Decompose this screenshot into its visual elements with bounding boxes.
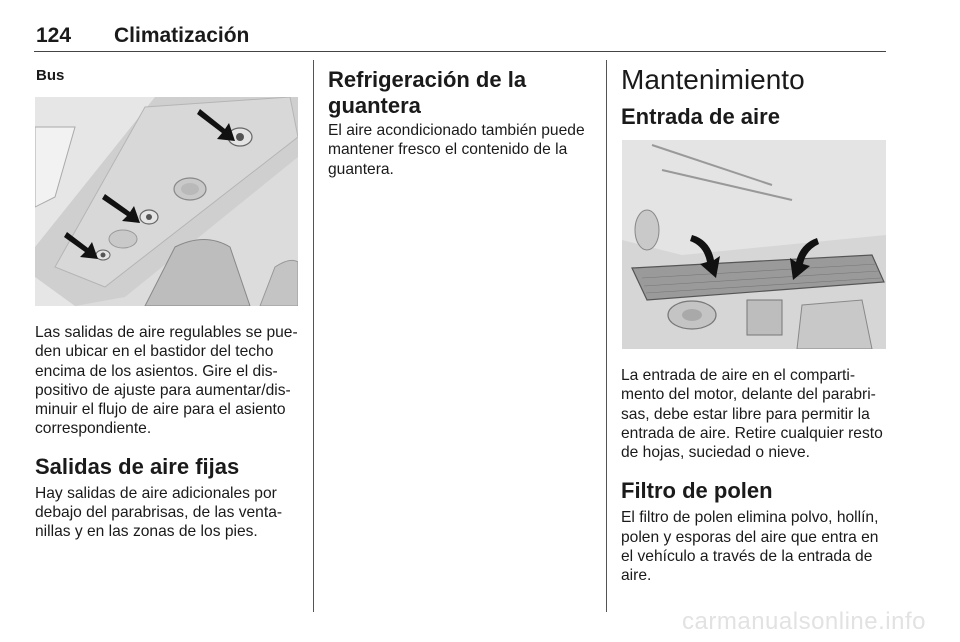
heading-glovebox-cooling: Refrigeración de la guantera	[328, 67, 527, 118]
roof-vents-illustration	[35, 97, 298, 306]
pollen-filter-paragraph: El filtro de polen elimina polvo, hollín, polen y esporas del aire que entra en el vehículo a través de la entrada de aire.	[621, 509, 879, 585]
column-divider-2	[606, 60, 607, 612]
heading-air-intake: Entrada de aire	[621, 104, 780, 129]
watermark: carmanualsonline.info	[682, 608, 926, 635]
heading-fixed-vents: Salidas de aire fijas	[35, 453, 240, 479]
engine-bay-drawing	[622, 140, 886, 349]
section-label-bus: Bus	[36, 67, 65, 84]
column-divider-1	[313, 60, 314, 612]
chapter-title: Climatización	[114, 24, 250, 47]
air-intake-illustration	[622, 140, 886, 349]
header-rule	[34, 51, 886, 52]
heading-pollen-filter: Filtro de polen	[621, 478, 773, 504]
page-number: 124	[36, 24, 72, 47]
heading-maintenance: Mantenimiento	[621, 64, 805, 95]
roof-vents-drawing	[35, 97, 298, 306]
roof-vents-paragraph: Las salidas de aire regulables se pue-den ubicar en el bastidor del techo encima de los asientos. Gire el dis-positivo de ajuste para aumentar/dis-minuir el flujo de aire para el asiento correspondiente.	[35, 324, 298, 438]
fixed-vents-paragraph: Hay salidas de aire adicionales por debajo del parabrisas, de las venta-nillas y en las zonas de los pies.	[35, 484, 283, 541]
glovebox-paragraph: El aire acondicionado también puede mantener fresco el contenido de la guantera.	[328, 122, 585, 178]
air-intake-paragraph: La entrada de aire en el comparti-mento del motor, delante del parabri-sas, debe estar libre para permitir la entrada de aire. Retire cualquier resto de hojas, suciedad o nieve.	[621, 367, 883, 462]
